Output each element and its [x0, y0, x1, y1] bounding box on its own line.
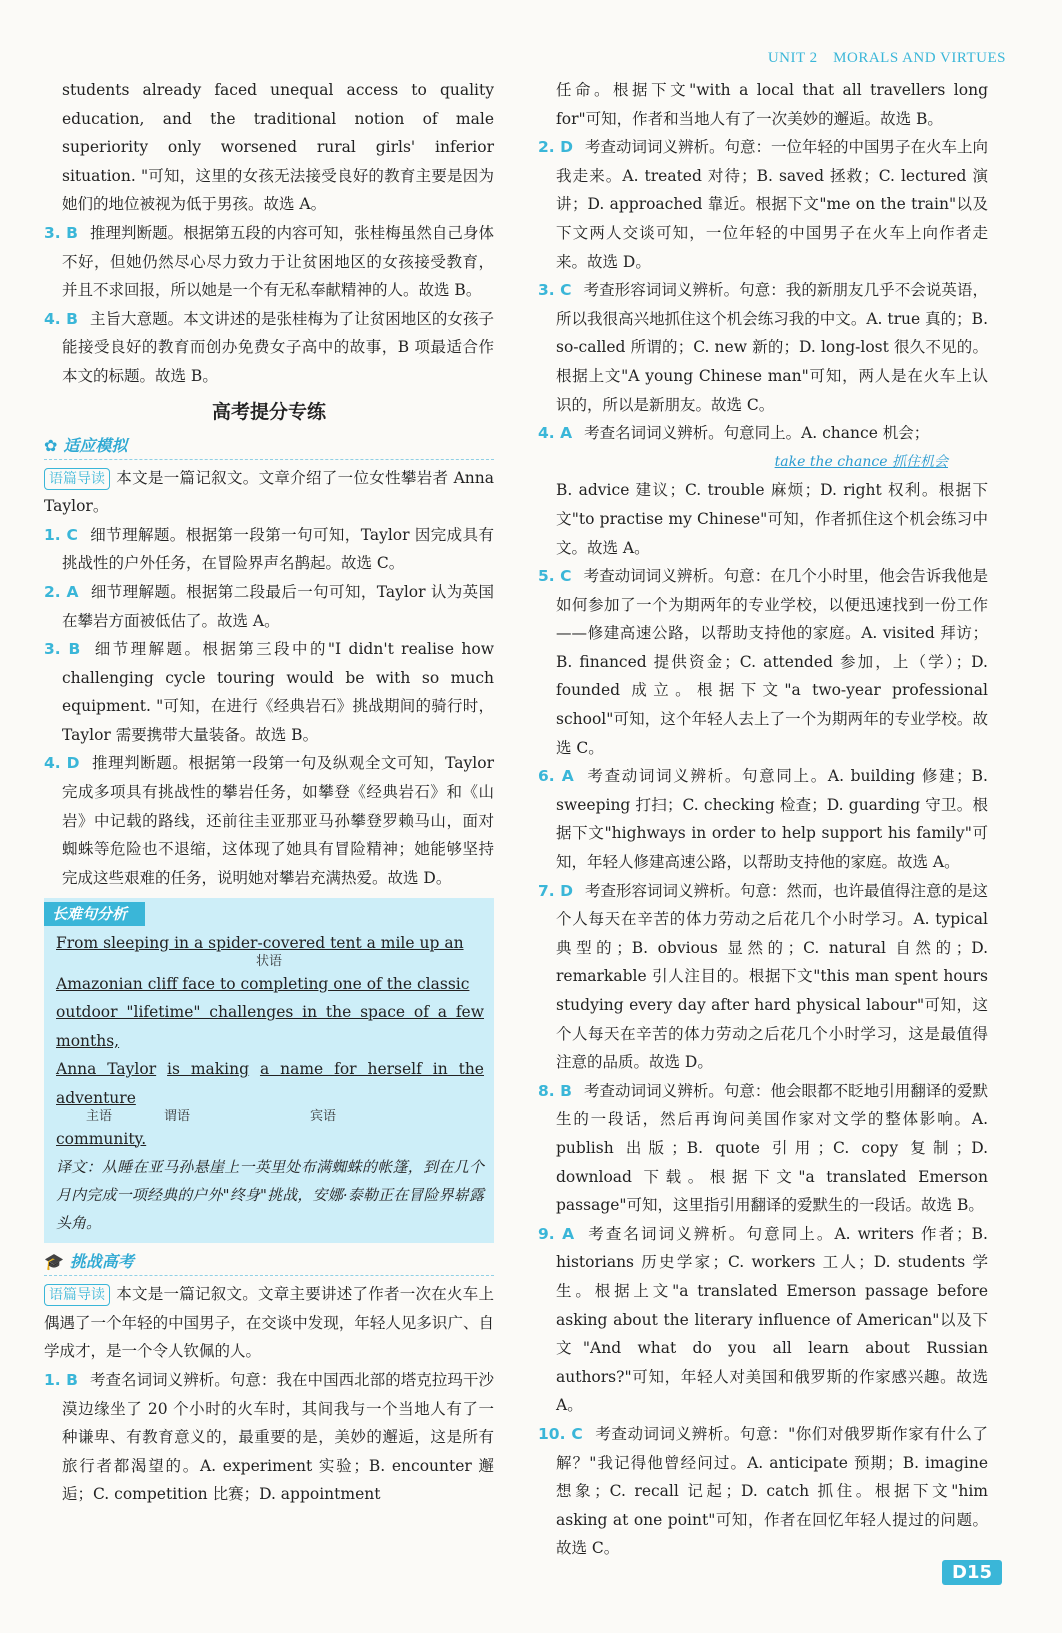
- sentence-predicate: is making: [167, 1060, 250, 1079]
- answer-item: [44, 219, 494, 305]
- answer-item: [538, 133, 988, 276]
- answer-explanation: 推理判断题。根据第一段第一句及纵观全文可知，Taylor 完成多项具有挑战性的攀岩任务，如攀登《经典岩石》和《山岩》中记载的路线，还前往圭亚那亚马孙攀登罗赖马山，面对蜘蛛等危险也不退缩，这体现了她具有冒险精神；她能够坚持完成这些艰难的任务，说明她对攀岩充满热爱。故选 D。: [62, 754, 495, 887]
- answer-explanation: 考查动词词义辨析。句意同上。A. building 修建；B. sweeping 打扫；C. checking 检查；D. guarding 守卫。根据下文"highways in order to help support his family"可知，年轻人修建高速公路，以帮助支持他的家庭。故选 A。: [556, 767, 988, 872]
- answer-explanation: 细节理解题。根据第三段中的"I didn't realise how challenging cycle touring would be with so much equipment. "可知，在进行《经典岩石》挑战期间的骑行时，Taylor 需要携带大量装备。故选 B。: [62, 640, 494, 744]
- answer-number: 3. B: [44, 640, 81, 659]
- sentence-line-3: outdoor "lifetime" challenges in the space of a few months,: [56, 1003, 484, 1050]
- answer-number: 2. A: [44, 582, 79, 601]
- passage-guide-tag: 语篇导读: [44, 468, 110, 490]
- section-header-simulation: ✿ 适应模拟: [44, 433, 494, 460]
- answer-number: 4. B: [44, 309, 78, 328]
- answer-number: 4. A: [538, 424, 573, 443]
- answer-item: [538, 562, 988, 762]
- answer-list-c: [44, 1366, 494, 1509]
- answer-item: [44, 305, 494, 391]
- answer-item: [44, 749, 494, 892]
- answer-explanation: 细节理解题。根据第一段第一句可知，Taylor 因完成具有挑战性的户外任务，在冒险界声名鹊起。故选 C。: [62, 525, 494, 573]
- item4-continued: B. advice 建议；C. trouble 麻烦；D. right 权利。根据下文"to practise my Chinese"可知，作者抓住这个机会练习中文。故选 A。: [556, 481, 988, 557]
- left-column: [44, 76, 494, 1509]
- answer-item: [538, 762, 988, 876]
- answer-explanation: 考查名词词义辨析。句意同上。A. chance 机会；: [584, 424, 930, 443]
- answer-explanation: 考查形容词词义辨析。句意：我的新朋友几乎不会说英语，所以我很高兴地抓住这个机会练习我的中文。A. true 真的；B. so-called 所谓的；C. new 新的；D. long-lost 很久不见的。根据上文"A young Chinese man"可知，两人是在火车上认识的，所以是新朋友。故选 C。: [556, 281, 988, 414]
- answer-explanation: 考查动词词义辨析。句意：他会眼都不眨地引用翻译的爱默生的一段话，然后再询问美国作家对文学的整体影响。A. publish 出版；B. quote 引用；C. copy 复制；D. download 下载。根据下文"a translated Emerson passage"可知，这里指引用翻译的爱默生的一段话。故选 B。: [556, 1081, 988, 1215]
- sentence-translation: 译文：从睡在亚马孙悬崖上一英里处布满蜘蛛的帐篷，到在几个月内完成一项经典的户外"终身"挑战，安娜·泰勒正在冒险界崭露头角。: [56, 1158, 484, 1233]
- intro-continued: students already faced unequal access to quality education, and the traditional notion of male superiority only worsened rural girls' inferior situation. "可知，这里的女孩无法接受良好的教育主要是因为她们的地位被视为低于男孩。故选 A。: [62, 81, 494, 214]
- answer-item: [538, 1420, 988, 1563]
- sentence-object: a name for herself in the adventure: [56, 1060, 484, 1107]
- section-header-challenge: 🎓 挑战高考: [44, 1249, 494, 1276]
- sentence-line-5: community.: [56, 1129, 147, 1148]
- answer-number: 2. D: [538, 138, 573, 157]
- graduation-cap-icon: 🎓: [44, 1252, 64, 1272]
- running-header: UNIT 2 MORALS AND VIRTUES: [767, 50, 1006, 66]
- answer-number: 10. C: [538, 1424, 583, 1443]
- answer-explanation: 考查动词词义辨析。句意："你们对俄罗斯作家有什么了解？"我记得他曾经问过。A. anticipate 预期；B. imagine 想象；C. recall 记起；D. catch 抓住。根据下文"him asking at one point"可知，作者在回忆年轻人提过的问题。故选 C。: [556, 1424, 988, 1558]
- answer-list-r2: [538, 562, 988, 1563]
- right-continued: 任命。根据下文"with a local that all travellers long for"可知，作者和当地人有了一次美妙的邂逅。故选 B。: [556, 81, 988, 128]
- answer-number: 5. C: [538, 567, 572, 586]
- answer-number: 1. C: [44, 525, 78, 544]
- answer-explanation: 考查动词词义辨析。句意：在几个小时里，他会告诉我他是如何参加了一个为期两年的专业学校，以便迅速找到一份工作——修建高速公路，以帮助支持他的家庭。A. visited 拜访；B. financed 提供资金；C. attended 参加，上（学）；D. founded 成立。根据下文"a two-year professional school"可知，这个年轻人去上了一个为期两年的专业学校。故选 C。: [556, 567, 988, 757]
- answer-explanation: 细节理解题。根据第二段最后一句可知，Taylor 认为英国在攀岩方面被低估了。故选 A。: [62, 582, 494, 630]
- passage-guide-tag-2: 语篇导读: [44, 1284, 110, 1306]
- label-object: 宾语: [310, 1108, 337, 1124]
- answer-item: [538, 419, 988, 448]
- answer-item: [538, 276, 988, 419]
- answer-item: [44, 635, 494, 749]
- answer-number: 7. D: [538, 881, 573, 900]
- answer-explanation: 主旨大意题。本文讲述的是张桂梅为了让贫困地区的女孩子能接受良好的教育而创办免费女子高中的故事，B 项最适合作本文的标题。故选 B。: [62, 309, 494, 385]
- answer-explanation: 考查名词词义辨析。句意同上。A. writers 作者；B. historians 历史学家；C. workers 工人；D. students 学生。根据上文"a translated Emerson passage before asking about the literary influence of American"以及下文"And what do you all learn about Russian authors?"可知，年轻人对美国和俄罗斯的作家感兴趣。故选 A。: [556, 1224, 988, 1415]
- section-title: 高考提分专练: [211, 400, 326, 423]
- answer-item: [538, 877, 988, 1077]
- handwritten-note: take the chance 抓住机会: [774, 453, 948, 470]
- answer-list-r1: [538, 133, 988, 448]
- answer-number: 3. B: [44, 223, 78, 242]
- sentence-analysis-header: 长难句分析: [44, 902, 145, 926]
- answer-number: 1. B: [44, 1370, 78, 1389]
- answer-number: 9. A: [538, 1224, 575, 1243]
- page-number: D15: [942, 1560, 1002, 1585]
- answer-number: 8. B: [538, 1081, 572, 1100]
- label-adverbial: 状语: [256, 953, 283, 969]
- answer-item: [44, 578, 494, 635]
- answer-explanation: 推理判断题。根据第五段的内容可知，张桂梅虽然自己身体不好，但她仍然尽心尽力致力于让贫困地区的女孩接受教育，并且不求回报，所以她是一个有无私奉献精神的人。故选 B。: [62, 223, 494, 300]
- answer-explanation: 考查动词词义辨析。句意：一位年轻的中国男子在火车上向我走来。A. treated 对待；B. saved 拯救；C. lectured 演讲；D. approached 靠近。根据下文"me on the train"以及下文两人交谈可知，一位年轻的中国男子在火车上向作者走来。故选 D。: [556, 138, 988, 271]
- answer-item: [538, 1220, 988, 1420]
- label-predicate: 谓语: [164, 1108, 191, 1124]
- sentence-subject: Anna Taylor: [56, 1060, 157, 1079]
- sentence-line-1: From sleeping in a spider-covered tent a mile up an: [56, 934, 464, 953]
- passage-guide-text: 本文是一篇记叙文。文章介绍了一位女性攀岩者 Anna Taylor。: [44, 468, 494, 516]
- answer-item: [44, 521, 494, 578]
- right-column: [538, 76, 988, 1563]
- answer-list-a: [44, 219, 494, 391]
- answer-number: 4. D: [44, 754, 80, 773]
- answer-item: [538, 1077, 988, 1220]
- answer-explanation: 考查形容词词义辨析。句意：然而，也许最值得注意的是这个人每天在辛苦的体力劳动之后花几个小时学习。A. typical 典型的；B. obvious 显然的；C. natural 自然的；D. remarkable 引人注目的。根据下文"this man spent hours studying every day after hard physical labour"可知，这个人每天在辛苦的体力劳动之后花几个小时学习，这是最值得注意的品质。故选 D。: [556, 881, 988, 1072]
- passage-guide-text-2: 本文是一篇记叙文。文章主要讲述了作者一次在火车上偶遇了一个年轻的中国男子，在交谈中发现，年轻人见多识广、自学成才，是一个令人钦佩的人。: [44, 1285, 494, 1361]
- answer-number: 3. C: [538, 281, 572, 300]
- puzzle-icon: ✿: [44, 435, 58, 455]
- answer-number: 6. A: [538, 767, 574, 786]
- answer-list-b: [44, 521, 494, 893]
- label-subject: 主语: [86, 1108, 113, 1124]
- sentence-analysis-box: [44, 898, 494, 1243]
- sentence-line-2: Amazonian cliff face to completing one of the classic: [56, 974, 470, 993]
- answer-explanation: 考查名词词义辨析。句意：我在中国西北部的塔克拉玛干沙漠边缘坐了 20 个小时的火车时，其间我与一个当地人有了一种谦卑、有教育意义的，最重要的是，美妙的邂逅，这是所有旅行者都渴望的。A. experiment 实验；B. encounter 邂逅；C. competition 比赛；D. appointment: [62, 1370, 494, 1504]
- answer-item: [44, 1366, 494, 1509]
